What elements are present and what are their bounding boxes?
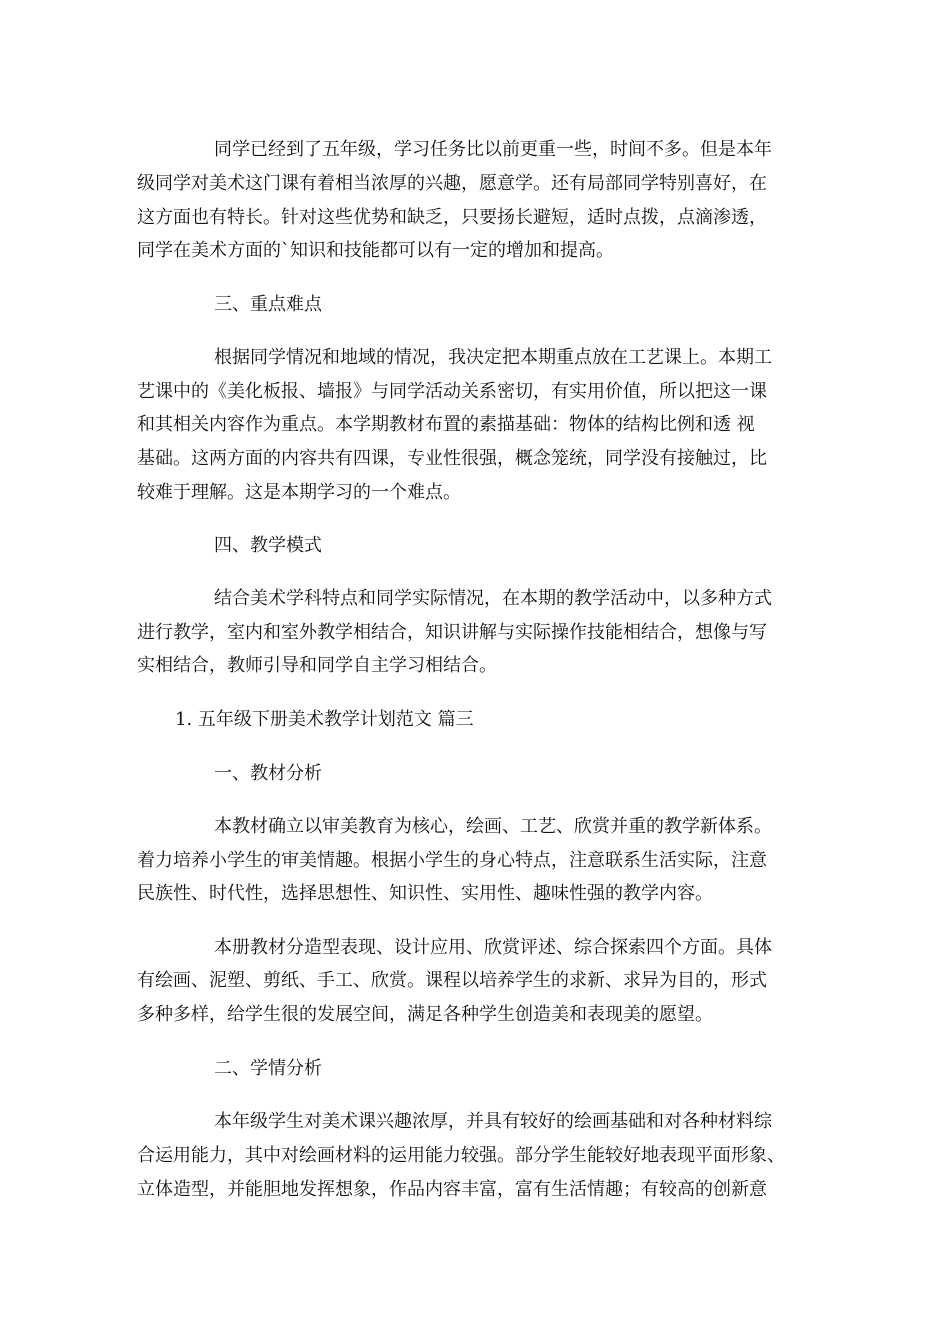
paragraph-line: 根据同学情况和地域的情况，我决定把本期重点放在工艺课上。本期工 — [214, 347, 772, 368]
section-heading: 三、重点难点 — [214, 294, 322, 315]
paragraph-line: 多种多样，给学生很的发展空间，满足各种学生创造美和表现美的愿望。 — [137, 1004, 713, 1025]
paragraph-line: 立体造型，并能胆地发挥想象，作品内容丰富，富有生活情趣；有较高的创新意 — [137, 1179, 767, 1200]
paragraph-line: 实相结合，教师引导和同学自主学习相结合。 — [137, 655, 497, 676]
paragraph-line: 着力培养小学生的审美情趣。根据小学生的身心特点，注意联系生活实际，注意 — [137, 850, 767, 871]
paragraph-line: 基础。这两方面的内容共有四课，专业性很强，概念笼统，同学没有接触过，比 — [137, 448, 767, 469]
paragraph-line: 有绘画、泥塑、剪纸、手工、欣赏。课程以培养学生的求新、求异为目的，形式 — [137, 970, 767, 991]
paragraph-line: 结合美术学科特点和同学实际情况，在本期的教学活动中，以多种方式 — [214, 588, 772, 609]
paragraph-line: 艺课中的《美化板报、墙报》与同学活动关系密切，有实用价值，所以把这一课 — [137, 381, 767, 402]
paragraph-line: 本年级学生对美术课兴趣浓厚，并具有较好的绘画基础和对各种材料综 — [214, 1111, 772, 1132]
paragraph-line: 和其相关内容作为重点。本学期教材布置的素描基础：物体的结构比例和透 视 — [137, 414, 755, 435]
article-title: 1. 五年级下册美术教学计划范文 篇三 — [175, 709, 474, 730]
paragraph-line: 级同学对美术这门课有着相当浓厚的兴趣，愿意学。还有局部同学特别喜好，在 — [137, 173, 767, 194]
section-heading: 一、教材分析 — [214, 763, 322, 784]
paragraph-line: 较难于理解。这是本期学习的一个难点。 — [137, 482, 461, 503]
paragraph-line: 同学在美术方面的`知识和技能都可以有一定的增加和提高。 — [137, 240, 614, 261]
section-heading: 四、教学模式 — [214, 535, 322, 556]
paragraph-line: 本册教材分造型表现、设计应用、欣赏评述、综合探索四个方面。具体 — [214, 937, 772, 958]
paragraph-line: 同学已经到了五年级，学习任务比以前更重一些，时间不多。但是本年 — [214, 139, 772, 160]
paragraph-line: 这方面也有特长。针对这些优势和缺乏，只要扬长避短，适时点拨，点滴渗透， — [137, 207, 767, 228]
paragraph-line: 本教材确立以审美教育为核心，绘画、工艺、欣赏并重的教学新体系。 — [214, 816, 772, 837]
paragraph-line: 合运用能力，其中对绘画材料的运用能力较强。部分学生能较好地表现平面形象、 — [137, 1145, 785, 1166]
paragraph-line: 民族性、时代性，选择思想性、知识性、实用性、趣味性强的教学内容。 — [137, 883, 713, 904]
section-heading: 二、学情分析 — [214, 1058, 322, 1079]
paragraph-line: 进行教学，室内和室外教学相结合，知识讲解与实际操作技能相结合，想像与写 — [137, 622, 767, 643]
